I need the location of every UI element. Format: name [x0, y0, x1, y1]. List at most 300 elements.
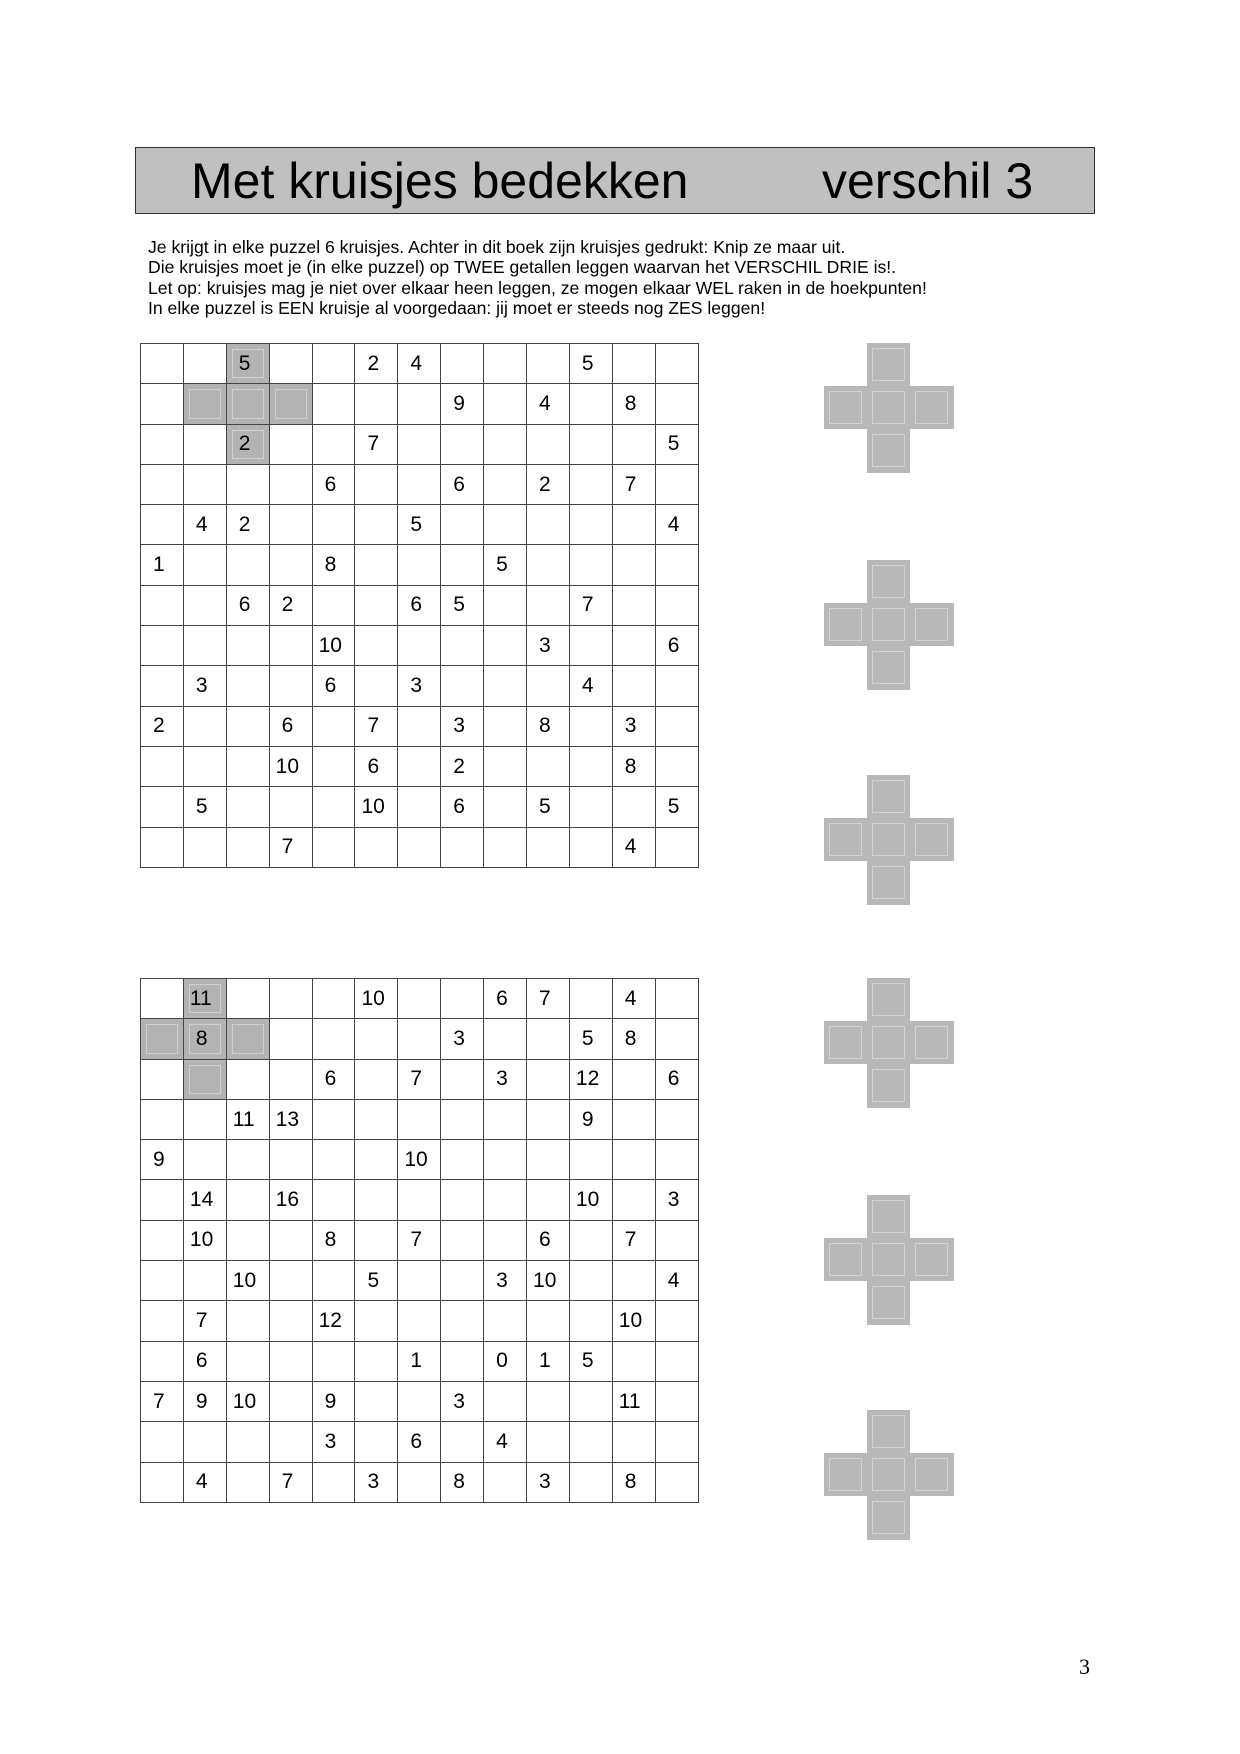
grid-cell[interactable] [269, 1261, 312, 1301]
grid-cell[interactable] [655, 585, 698, 625]
grid-cell[interactable] [484, 787, 527, 827]
grid-cell[interactable] [226, 545, 269, 585]
grid-cell[interactable]: 2 [527, 464, 570, 504]
grid-cell[interactable]: 7 [269, 827, 312, 867]
grid-cell[interactable]: 8 [527, 706, 570, 746]
grid-cell[interactable] [226, 1140, 269, 1180]
grid-cell[interactable]: 2 [355, 344, 398, 384]
grid-cell[interactable]: 8 [312, 545, 355, 585]
grid-cell[interactable] [569, 746, 612, 786]
grid-cell[interactable]: 9 [183, 1381, 226, 1421]
grid-cell[interactable] [141, 384, 184, 424]
grid-cell[interactable] [484, 746, 527, 786]
grid-cell[interactable] [655, 1140, 698, 1180]
grid-cell[interactable]: 5 [398, 505, 441, 545]
grid-cell[interactable] [484, 344, 527, 384]
grid-cell-covered[interactable]: 11 [183, 979, 226, 1019]
grid-cell[interactable] [398, 827, 441, 867]
grid-cell[interactable] [355, 1220, 398, 1260]
grid-cell[interactable] [527, 746, 570, 786]
grid-cell[interactable] [655, 1019, 698, 1059]
grid-cell[interactable] [355, 827, 398, 867]
grid-cell[interactable] [569, 384, 612, 424]
grid-cell[interactable] [141, 746, 184, 786]
grid-cell[interactable]: 8 [612, 1462, 655, 1502]
grid-cell[interactable] [655, 464, 698, 504]
grid-cell[interactable] [612, 505, 655, 545]
grid-cell[interactable] [398, 464, 441, 504]
grid-cell[interactable] [226, 1462, 269, 1502]
grid-cell[interactable] [655, 384, 698, 424]
grid-cell[interactable]: 4 [612, 979, 655, 1019]
grid-cell[interactable]: 7 [141, 1381, 184, 1421]
grid-cell[interactable] [269, 787, 312, 827]
plus-cross-piece-icon[interactable] [824, 560, 954, 690]
grid-cell[interactable]: 5 [484, 545, 527, 585]
grid-cell[interactable] [183, 344, 226, 384]
grid-cell[interactable] [226, 1180, 269, 1220]
grid-cell[interactable]: 10 [183, 1220, 226, 1260]
grid-cell[interactable] [226, 464, 269, 504]
grid-cell[interactable] [441, 424, 484, 464]
grid-cell[interactable] [269, 626, 312, 666]
grid-cell[interactable] [312, 746, 355, 786]
grid-cell[interactable] [312, 1099, 355, 1139]
grid-cell[interactable] [355, 1099, 398, 1139]
grid-cell[interactable] [441, 344, 484, 384]
grid-cell[interactable] [312, 979, 355, 1019]
grid-cell[interactable] [527, 505, 570, 545]
grid-cell[interactable] [312, 1341, 355, 1381]
grid-cell[interactable] [527, 585, 570, 625]
grid-cell[interactable] [312, 1462, 355, 1502]
grid-cell[interactable]: 6 [269, 706, 312, 746]
grid-cell[interactable] [141, 505, 184, 545]
grid-cell[interactable] [355, 1140, 398, 1180]
grid-cell[interactable] [527, 666, 570, 706]
grid-cell[interactable]: 6 [655, 626, 698, 666]
grid-cell[interactable] [226, 626, 269, 666]
grid-cell[interactable]: 5 [183, 787, 226, 827]
grid-cell[interactable] [312, 424, 355, 464]
grid-cell[interactable] [441, 1341, 484, 1381]
grid-cell[interactable] [398, 746, 441, 786]
grid-cell[interactable]: 6 [183, 1341, 226, 1381]
grid-cell[interactable] [269, 1301, 312, 1341]
grid-cell[interactable] [141, 1261, 184, 1301]
grid-cell[interactable]: 2 [141, 706, 184, 746]
grid-cell[interactable] [527, 1180, 570, 1220]
grid-cell[interactable] [355, 1059, 398, 1099]
grid-cell[interactable]: 2 [441, 746, 484, 786]
grid-cell[interactable] [226, 1220, 269, 1260]
grid-cell[interactable] [141, 424, 184, 464]
grid-cell[interactable] [312, 827, 355, 867]
grid-cell[interactable] [226, 1422, 269, 1462]
grid-cell[interactable]: 10 [527, 1261, 570, 1301]
grid-cell[interactable] [655, 1301, 698, 1341]
grid-cell[interactable] [183, 585, 226, 625]
grid-cell[interactable] [612, 344, 655, 384]
grid-cell[interactable]: 8 [441, 1462, 484, 1502]
grid-cell[interactable] [398, 1019, 441, 1059]
grid-cell[interactable] [441, 545, 484, 585]
grid-cell[interactable]: 6 [441, 787, 484, 827]
grid-cell[interactable] [569, 1462, 612, 1502]
grid-cell[interactable] [484, 424, 527, 464]
plus-cross-piece-icon[interactable] [824, 343, 954, 473]
grid-cell[interactable] [355, 384, 398, 424]
grid-cell-covered[interactable] [226, 384, 269, 424]
grid-cell[interactable]: 4 [398, 344, 441, 384]
grid-cell[interactable]: 3 [441, 706, 484, 746]
grid-cell[interactable] [398, 706, 441, 746]
grid-cell[interactable] [355, 545, 398, 585]
grid-cell[interactable]: 5 [655, 787, 698, 827]
grid-cell[interactable] [527, 1059, 570, 1099]
grid-cell[interactable] [569, 1301, 612, 1341]
grid-cell[interactable] [312, 1180, 355, 1220]
grid-cell[interactable]: 1 [141, 545, 184, 585]
grid-cell[interactable] [269, 1059, 312, 1099]
grid-cell[interactable]: 7 [398, 1059, 441, 1099]
grid-cell[interactable] [141, 1099, 184, 1139]
grid-cell[interactable] [569, 706, 612, 746]
grid-cell-covered[interactable] [183, 384, 226, 424]
grid-cell[interactable]: 2 [226, 505, 269, 545]
grid-cell[interactable]: 4 [612, 827, 655, 867]
grid-cell[interactable] [269, 424, 312, 464]
grid-cell[interactable]: 5 [355, 1261, 398, 1301]
grid-cell[interactable] [612, 424, 655, 464]
grid-cell[interactable] [655, 1341, 698, 1381]
grid-cell[interactable] [141, 979, 184, 1019]
grid-cell[interactable] [484, 585, 527, 625]
grid-cell[interactable]: 6 [398, 1422, 441, 1462]
grid-cell[interactable]: 3 [398, 666, 441, 706]
plus-cross-piece-icon[interactable] [824, 1410, 954, 1540]
grid-cell[interactable] [441, 1220, 484, 1260]
grid-cell[interactable] [569, 1220, 612, 1260]
grid-cell[interactable]: 5 [655, 424, 698, 464]
grid-cell[interactable]: 6 [226, 585, 269, 625]
grid-cell[interactable] [441, 1301, 484, 1341]
grid-cell[interactable] [226, 1341, 269, 1381]
grid-cell[interactable]: 6 [312, 464, 355, 504]
grid-cell[interactable] [398, 1261, 441, 1301]
grid-cell[interactable] [355, 505, 398, 545]
grid-cell[interactable] [484, 464, 527, 504]
grid-cell[interactable] [527, 344, 570, 384]
grid-cell[interactable]: 12 [312, 1301, 355, 1341]
grid-cell[interactable] [484, 1019, 527, 1059]
grid-cell[interactable] [183, 1140, 226, 1180]
grid-cell[interactable] [226, 1059, 269, 1099]
grid-cell[interactable] [269, 505, 312, 545]
grid-cell[interactable] [612, 1341, 655, 1381]
grid-cell[interactable] [655, 706, 698, 746]
grid-cell[interactable] [569, 787, 612, 827]
grid-cell[interactable]: 8 [612, 384, 655, 424]
grid-cell[interactable] [655, 1462, 698, 1502]
grid-cell[interactable]: 6 [398, 585, 441, 625]
grid-cell[interactable] [612, 626, 655, 666]
grid-cell-covered[interactable] [226, 1019, 269, 1059]
grid-cell[interactable]: 7 [527, 979, 570, 1019]
grid-cell[interactable]: 7 [355, 706, 398, 746]
grid-cell[interactable]: 16 [269, 1180, 312, 1220]
grid-cell[interactable]: 1 [398, 1341, 441, 1381]
grid-cell[interactable] [355, 585, 398, 625]
grid-cell[interactable] [141, 1220, 184, 1260]
grid-cell[interactable]: 3 [527, 1462, 570, 1502]
grid-cell[interactable]: 6 [484, 979, 527, 1019]
grid-cell[interactable] [141, 1301, 184, 1341]
grid-cell[interactable] [527, 1019, 570, 1059]
grid-cell[interactable]: 12 [569, 1059, 612, 1099]
grid-cell[interactable] [183, 424, 226, 464]
grid-cell[interactable]: 7 [569, 585, 612, 625]
grid-cell[interactable]: 5 [569, 1019, 612, 1059]
plus-cross-piece-icon[interactable] [824, 775, 954, 905]
grid-cell-covered[interactable]: 8 [183, 1019, 226, 1059]
grid-cell[interactable] [183, 545, 226, 585]
grid-cell[interactable] [441, 1261, 484, 1301]
grid-cell[interactable] [484, 1220, 527, 1260]
grid-cell[interactable]: 6 [527, 1220, 570, 1260]
grid-cell[interactable] [269, 666, 312, 706]
grid-cell[interactable]: 7 [612, 464, 655, 504]
grid-cell[interactable]: 3 [655, 1180, 698, 1220]
grid-cell[interactable] [355, 1301, 398, 1341]
grid-cell[interactable] [312, 1019, 355, 1059]
grid-cell[interactable] [312, 1140, 355, 1180]
grid-cell[interactable] [527, 1381, 570, 1421]
grid-cell[interactable] [441, 1099, 484, 1139]
grid-cell[interactable] [355, 1422, 398, 1462]
grid-cell[interactable]: 9 [141, 1140, 184, 1180]
grid-cell[interactable] [441, 1059, 484, 1099]
grid-cell[interactable]: 4 [183, 505, 226, 545]
grid-cell[interactable]: 5 [527, 787, 570, 827]
grid-cell[interactable] [441, 1140, 484, 1180]
grid-cell[interactable] [226, 827, 269, 867]
grid-cell-covered[interactable] [269, 384, 312, 424]
grid-cell[interactable]: 1 [527, 1341, 570, 1381]
grid-cell[interactable]: 7 [398, 1220, 441, 1260]
grid-cell[interactable] [612, 1180, 655, 1220]
grid-cell[interactable] [355, 626, 398, 666]
grid-cell[interactable] [441, 1180, 484, 1220]
grid-cell[interactable] [183, 706, 226, 746]
grid-cell[interactable] [527, 1301, 570, 1341]
grid-cell[interactable]: 3 [484, 1261, 527, 1301]
grid-cell[interactable] [569, 1422, 612, 1462]
grid-cell[interactable] [183, 746, 226, 786]
grid-cell[interactable] [398, 1462, 441, 1502]
grid-cell[interactable] [269, 545, 312, 585]
grid-cell-covered[interactable]: 2 [226, 424, 269, 464]
grid-cell[interactable] [183, 1422, 226, 1462]
grid-cell[interactable] [569, 1140, 612, 1180]
grid-cell[interactable] [355, 1180, 398, 1220]
grid-cell[interactable] [141, 626, 184, 666]
grid-cell[interactable] [484, 1381, 527, 1421]
grid-cell[interactable] [226, 746, 269, 786]
grid-cell[interactable] [441, 979, 484, 1019]
grid-cell[interactable] [569, 464, 612, 504]
grid-cell[interactable] [355, 464, 398, 504]
grid-cell[interactable]: 6 [655, 1059, 698, 1099]
grid-cell[interactable]: 8 [612, 746, 655, 786]
grid-cell[interactable]: 2 [269, 585, 312, 625]
grid-cell[interactable] [355, 666, 398, 706]
grid-cell[interactable] [141, 1059, 184, 1099]
grid-cell[interactable] [612, 1140, 655, 1180]
grid-cell[interactable] [312, 585, 355, 625]
plus-cross-piece-icon[interactable] [824, 978, 954, 1108]
grid-cell[interactable] [655, 827, 698, 867]
grid-cell[interactable]: 3 [312, 1422, 355, 1462]
grid-cell[interactable] [398, 424, 441, 464]
plus-cross-piece-icon[interactable] [824, 1195, 954, 1325]
grid-cell[interactable]: 13 [269, 1099, 312, 1139]
grid-cell[interactable] [612, 1422, 655, 1462]
grid-cell[interactable]: 7 [612, 1220, 655, 1260]
grid-cell[interactable] [484, 666, 527, 706]
grid-cell-covered[interactable] [183, 1059, 226, 1099]
grid-cell[interactable] [484, 505, 527, 545]
grid-cell[interactable] [484, 1140, 527, 1180]
grid-cell[interactable] [655, 666, 698, 706]
grid-cell[interactable]: 10 [398, 1140, 441, 1180]
grid-cell[interactable]: 10 [355, 979, 398, 1019]
grid-cell[interactable]: 3 [612, 706, 655, 746]
grid-cell[interactable]: 8 [612, 1019, 655, 1059]
grid-cell[interactable] [269, 1140, 312, 1180]
grid-cell[interactable] [484, 626, 527, 666]
grid-cell-covered[interactable]: 5 [226, 344, 269, 384]
grid-cell[interactable] [226, 1301, 269, 1341]
grid-cell[interactable]: 4 [484, 1422, 527, 1462]
grid-cell[interactable]: 4 [569, 666, 612, 706]
grid-cell[interactable] [569, 626, 612, 666]
grid-cell[interactable]: 14 [183, 1180, 226, 1220]
grid-cell[interactable] [141, 464, 184, 504]
grid-cell[interactable] [355, 1341, 398, 1381]
grid-cell[interactable] [612, 1099, 655, 1139]
grid-cell[interactable] [183, 1099, 226, 1139]
grid-cell[interactable]: 9 [441, 384, 484, 424]
grid-cell[interactable] [612, 1261, 655, 1301]
grid-cell[interactable] [655, 545, 698, 585]
grid-cell[interactable]: 10 [312, 626, 355, 666]
grid-cell[interactable] [141, 344, 184, 384]
grid-cell[interactable] [183, 464, 226, 504]
grid-cell[interactable] [484, 384, 527, 424]
grid-cell[interactable]: 3 [441, 1381, 484, 1421]
grid-cell[interactable] [141, 1180, 184, 1220]
grid-cell[interactable] [527, 424, 570, 464]
grid-cell[interactable] [141, 1462, 184, 1502]
grid-cell[interactable] [183, 626, 226, 666]
grid-cell[interactable] [269, 464, 312, 504]
grid-cell[interactable] [569, 1261, 612, 1301]
grid-cell[interactable] [398, 384, 441, 424]
grid-cell[interactable] [655, 746, 698, 786]
grid-cell[interactable] [355, 1381, 398, 1421]
grid-cell[interactable] [441, 827, 484, 867]
grid-cell[interactable]: 4 [655, 1261, 698, 1301]
grid-cell[interactable]: 10 [269, 746, 312, 786]
grid-cell[interactable] [655, 1422, 698, 1462]
grid-cell[interactable]: 9 [569, 1099, 612, 1139]
grid-cell[interactable] [398, 545, 441, 585]
grid-cell[interactable] [441, 505, 484, 545]
grid-cell[interactable]: 6 [441, 464, 484, 504]
grid-cell[interactable] [183, 1261, 226, 1301]
grid-cell[interactable] [441, 666, 484, 706]
grid-cell[interactable] [569, 979, 612, 1019]
grid-cell[interactable] [141, 827, 184, 867]
grid-cell[interactable] [141, 787, 184, 827]
grid-cell[interactable] [226, 666, 269, 706]
grid-cell[interactable]: 4 [527, 384, 570, 424]
grid-cell[interactable]: 6 [312, 666, 355, 706]
grid-cell[interactable] [569, 1381, 612, 1421]
grid-cell[interactable]: 11 [612, 1381, 655, 1421]
grid-cell[interactable] [141, 1422, 184, 1462]
grid-cell[interactable]: 10 [569, 1180, 612, 1220]
grid-cell-covered[interactable] [141, 1019, 184, 1059]
grid-cell[interactable] [183, 827, 226, 867]
grid-cell[interactable]: 11 [226, 1099, 269, 1139]
grid-cell[interactable]: 5 [569, 1341, 612, 1381]
grid-cell[interactable]: 7 [183, 1301, 226, 1341]
grid-cell[interactable] [141, 666, 184, 706]
grid-cell[interactable] [141, 1341, 184, 1381]
grid-cell[interactable]: 10 [226, 1381, 269, 1421]
grid-cell[interactable] [569, 827, 612, 867]
grid-cell[interactable]: 10 [612, 1301, 655, 1341]
grid-cell[interactable] [527, 545, 570, 585]
grid-cell[interactable]: 0 [484, 1341, 527, 1381]
grid-cell[interactable] [612, 545, 655, 585]
grid-cell[interactable] [312, 344, 355, 384]
grid-cell[interactable]: 10 [355, 787, 398, 827]
grid-cell[interactable] [569, 545, 612, 585]
grid-cell[interactable] [569, 424, 612, 464]
grid-cell[interactable] [527, 827, 570, 867]
grid-cell[interactable] [269, 1220, 312, 1260]
grid-cell[interactable] [312, 787, 355, 827]
grid-cell[interactable] [398, 1381, 441, 1421]
grid-cell[interactable] [226, 706, 269, 746]
grid-cell[interactable]: 4 [655, 505, 698, 545]
grid-cell[interactable]: 3 [527, 626, 570, 666]
grid-cell[interactable] [612, 1059, 655, 1099]
grid-cell[interactable]: 7 [355, 424, 398, 464]
grid-cell[interactable] [527, 1140, 570, 1180]
grid-cell[interactable] [398, 787, 441, 827]
grid-cell[interactable] [355, 1019, 398, 1059]
grid-cell[interactable] [612, 585, 655, 625]
grid-cell[interactable] [269, 1381, 312, 1421]
grid-cell[interactable] [527, 1099, 570, 1139]
grid-cell[interactable]: 3 [355, 1462, 398, 1502]
grid-cell[interactable] [398, 626, 441, 666]
grid-cell[interactable] [655, 344, 698, 384]
